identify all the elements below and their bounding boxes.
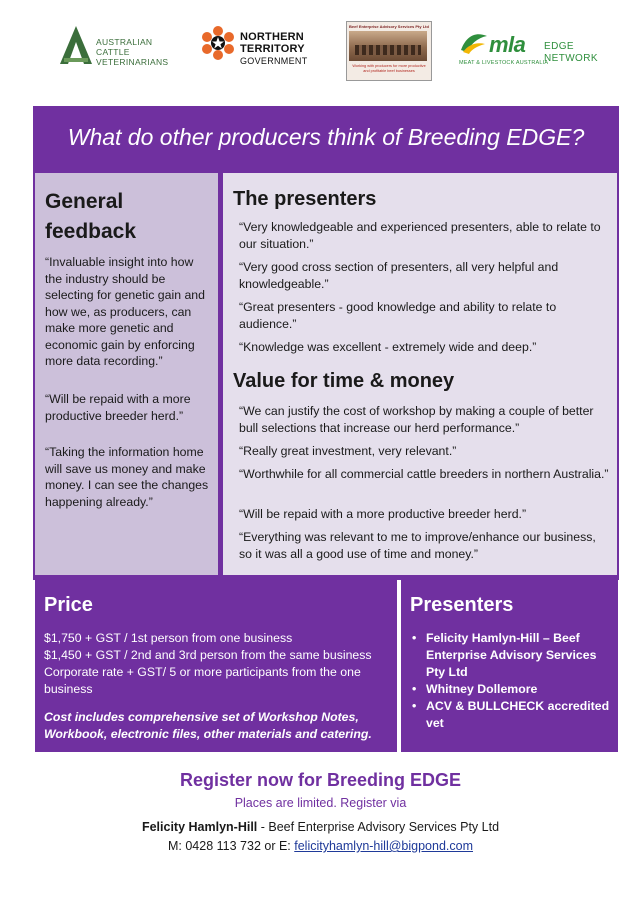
presenter-item: • Felicity Hamlyn-Hill – Beef Enterprise Advisory Services Pty Ltd (410, 630, 615, 681)
bea-logo-header: Beef Enterprise Advisory Services Pty Ltd (349, 24, 429, 29)
presenters-panel (401, 580, 618, 752)
contact-line (0, 820, 641, 834)
presenter-item: • Whitney Dollemore (410, 681, 615, 698)
presenters-quote: “Great presenters - good knowledge and ability to relate to audience.” (239, 300, 557, 331)
presenters-quote: “Knowledge was excellent - extremely wide and deep.” (239, 340, 537, 354)
acv-logo (58, 22, 178, 72)
price-heading: Price (44, 594, 93, 616)
presenters-value-panel (223, 173, 617, 575)
cattle-photo (349, 31, 427, 61)
presenters-list (410, 630, 615, 732)
mla-subtitle: MEAT & LIVESTOCK AUSTRALIA (459, 60, 549, 66)
general-feedback-heading: General feedback (45, 190, 137, 243)
price-line: $1,750 + GST / 1st person from one business (44, 631, 293, 645)
price-note: Cost includes comprehensive set of Workshop Notes, Workbook, electronic files, other materials and catering. (44, 710, 372, 741)
value-quote: “Will be repaid with a more productive breeder herd.” (239, 507, 527, 521)
bea-logo-tagline: Working with producers for more productive and profitable beef businesses (352, 64, 426, 73)
price-line: Corporate rate + GST/ 5 or more participants from the one business (44, 665, 361, 696)
phone-email-line (0, 839, 641, 853)
value-quote: “We can justify the cost of workshop by making a couple of better bull selections that increase our herd performance.” (239, 404, 594, 435)
bea-logo (346, 21, 432, 81)
general-feedback-quote: “Will be repaid with a more productive breeder herd.” (45, 392, 191, 423)
general-feedback-quote: “Invaluable insight into how the industry should be selecting for genetic gain and how we, as producers, can make more genetic and economic gain by enforcing more data recording.” (45, 255, 205, 368)
presenter-item: • ACV & BULLCHECK accredited vet (410, 698, 615, 732)
contact-org: - Beef Enterprise Advisory Services Pty Ltd (257, 820, 500, 834)
acv-emblem-icon (58, 24, 94, 68)
presenters-heading: Presenters (410, 594, 514, 616)
value-quote: “Everything was relevant to me to improve/enhance our business, so it was all a good use of time and money.” (239, 530, 596, 561)
title-banner (33, 106, 619, 170)
mla-edge-logo (459, 30, 609, 75)
page-title: What do other producers think of Breeding EDGE? (67, 124, 585, 150)
mla-edge-line2: NETWORK (544, 53, 598, 64)
price-panel (35, 580, 397, 752)
nt-flower-icon (200, 25, 236, 61)
value-quote: “Worthwhile for all commercial cattle breeders in northern Australia.” (239, 467, 609, 481)
presenters-quote: “Very knowledgeable and experienced presenters, able to relate to our situation.” (239, 220, 601, 251)
value-heading: Value for time & money (233, 370, 455, 392)
places-limited-text: Places are limited. Register via (234, 796, 407, 810)
price-line: $1,450 + GST / 2nd and 3rd person from the same business (44, 648, 372, 662)
presenters-quote: “Very good cross section of presenters, all very helpful and knowledgeable.” (239, 260, 559, 291)
logo-strip (0, 0, 641, 95)
contact-name: Felicity Hamlyn-Hill (141, 820, 258, 834)
nt-government-logo (200, 25, 325, 75)
mla-swoosh-icon (459, 30, 489, 56)
mla-brand: mla (489, 32, 526, 57)
nt-logo-line1: NORTHERN (240, 31, 304, 43)
general-feedback-panel (35, 173, 218, 575)
phone-text: M: 0428 113 732 or E: (168, 839, 295, 853)
acv-logo-text: AUSTRALIAN CATTLE VETERINARIANS (96, 37, 169, 67)
register-heading: Register now for Breeding EDGE (179, 770, 462, 790)
presenters-feedback-heading: The presenters (233, 188, 377, 210)
nt-logo-line2: TERRITORY (240, 43, 305, 55)
nt-logo-line3: GOVERNMENT (240, 56, 308, 66)
email-link[interactable]: felicityhamlyn-hill@bigpond.com (294, 839, 473, 853)
value-quote: “Really great investment, very relevant.” (239, 444, 457, 458)
mla-edge-line1: EDGE (544, 41, 574, 52)
general-feedback-quote: “Taking the information home will save us money and make money. I can see the changes happening already.” (45, 445, 209, 509)
